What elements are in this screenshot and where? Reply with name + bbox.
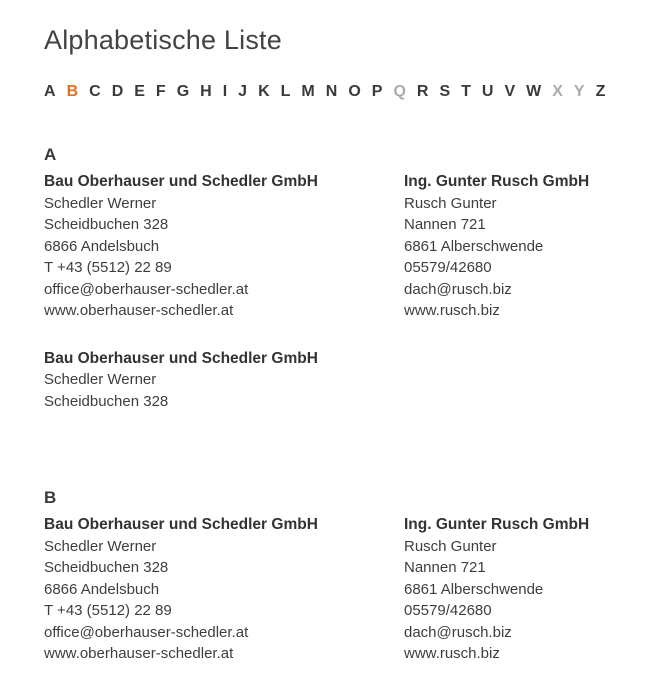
letter-link-p[interactable]: P xyxy=(371,83,383,100)
letter-link-b[interactable]: B xyxy=(66,83,79,100)
contact-line: www.rusch.biz xyxy=(404,302,500,319)
letter-link-s[interactable]: S xyxy=(439,83,451,100)
contact-line: Schedler Werner xyxy=(44,371,157,388)
section-a xyxy=(44,145,623,412)
contact-row xyxy=(44,348,623,413)
letter-link-d[interactable]: D xyxy=(111,83,124,100)
contact-line: www.rusch.biz xyxy=(404,645,500,662)
contact-row xyxy=(44,171,623,322)
contact-line: T +43 (5512) 22 89 xyxy=(44,602,172,619)
contact-name: Bau Oberhauser und Schedler GmbH xyxy=(44,173,318,190)
letter-link-g[interactable]: G xyxy=(176,83,190,100)
letter-link-a[interactable]: A xyxy=(44,83,56,100)
contact-details xyxy=(44,369,404,412)
contact-line: Rusch Gunter xyxy=(404,194,497,212)
section-b-heading: B xyxy=(44,488,57,507)
letter-link-w[interactable]: W xyxy=(526,83,542,100)
contact-line: Schedler Werner xyxy=(44,194,157,212)
contact-line: 05579/42680 xyxy=(404,259,492,276)
letter-link-y: Y xyxy=(573,83,585,100)
letter-link-z[interactable]: Z xyxy=(595,83,606,100)
letter-link-j[interactable]: J xyxy=(238,83,248,100)
contact-line: Scheidbuchen 328 xyxy=(44,559,169,576)
letter-link-e[interactable]: E xyxy=(134,83,145,100)
page-title: Alphabetische Liste xyxy=(44,25,282,55)
section-a-heading: A xyxy=(44,145,57,164)
contact-line: 6861 Alberschwende xyxy=(404,237,544,255)
contact-line: 6861 Alberschwende xyxy=(404,580,544,598)
contact-line: dach@rusch.biz xyxy=(404,623,512,641)
letter-link-n[interactable]: N xyxy=(325,83,338,100)
contact-line: 6866 Andelsbuch xyxy=(44,237,160,255)
contact-details xyxy=(404,536,623,665)
section-b xyxy=(44,488,623,665)
letter-link-o[interactable]: O xyxy=(348,83,361,100)
contact-line: office@oberhauser-schedler.at xyxy=(44,623,249,641)
contact-name: Ing. Gunter Rusch GmbH xyxy=(404,516,590,533)
letter-link-c[interactable]: C xyxy=(89,83,101,100)
letter-link-h[interactable]: H xyxy=(200,83,212,100)
letter-link-k[interactable]: K xyxy=(258,83,270,100)
contact-card xyxy=(44,171,404,322)
contact-name: Ing. Gunter Rusch GmbH xyxy=(404,173,590,190)
contact-line: Nannen 721 xyxy=(404,216,486,233)
contact-details xyxy=(44,536,404,665)
contact-details xyxy=(44,193,404,322)
contact-card xyxy=(44,514,404,665)
contact-line: Schedler Werner xyxy=(44,537,157,555)
letter-link-m[interactable]: M xyxy=(301,83,315,100)
contact-line: office@oberhauser-schedler.at xyxy=(44,280,249,298)
alphabet-nav xyxy=(44,82,623,101)
contact-line: 6866 Andelsbuch xyxy=(44,580,160,598)
letter-link-t[interactable]: T xyxy=(461,83,471,100)
letter-link-v[interactable]: V xyxy=(504,83,516,100)
contact-line: Nannen 721 xyxy=(404,559,486,576)
contact-card xyxy=(404,514,623,665)
letter-link-q: Q xyxy=(393,83,406,100)
contact-line: 05579/42680 xyxy=(404,602,492,619)
contact-line: T +43 (5512) 22 89 xyxy=(44,259,172,276)
letter-link-l[interactable]: L xyxy=(280,83,291,100)
letter-link-u[interactable]: U xyxy=(481,83,494,100)
contact-card xyxy=(44,348,404,413)
contact-name: Bau Oberhauser und Schedler GmbH xyxy=(44,516,318,533)
letter-link-f[interactable]: F xyxy=(155,83,166,100)
contact-card xyxy=(404,171,623,322)
contact-row xyxy=(44,514,623,665)
contact-line: Scheidbuchen 328 xyxy=(44,392,169,410)
letter-link-r[interactable]: R xyxy=(416,83,429,100)
contact-line: www.oberhauser-schedler.at xyxy=(44,645,234,662)
letter-link-i[interactable]: I xyxy=(222,83,228,100)
contact-name: Bau Oberhauser und Schedler GmbH xyxy=(44,349,318,367)
contact-line: Rusch Gunter xyxy=(404,537,497,555)
letter-link-x: X xyxy=(552,83,563,100)
contact-details xyxy=(404,193,623,322)
contact-line: www.oberhauser-schedler.at xyxy=(44,302,234,319)
contact-line: dach@rusch.biz xyxy=(404,280,512,298)
contact-line: Scheidbuchen 328 xyxy=(44,216,169,233)
